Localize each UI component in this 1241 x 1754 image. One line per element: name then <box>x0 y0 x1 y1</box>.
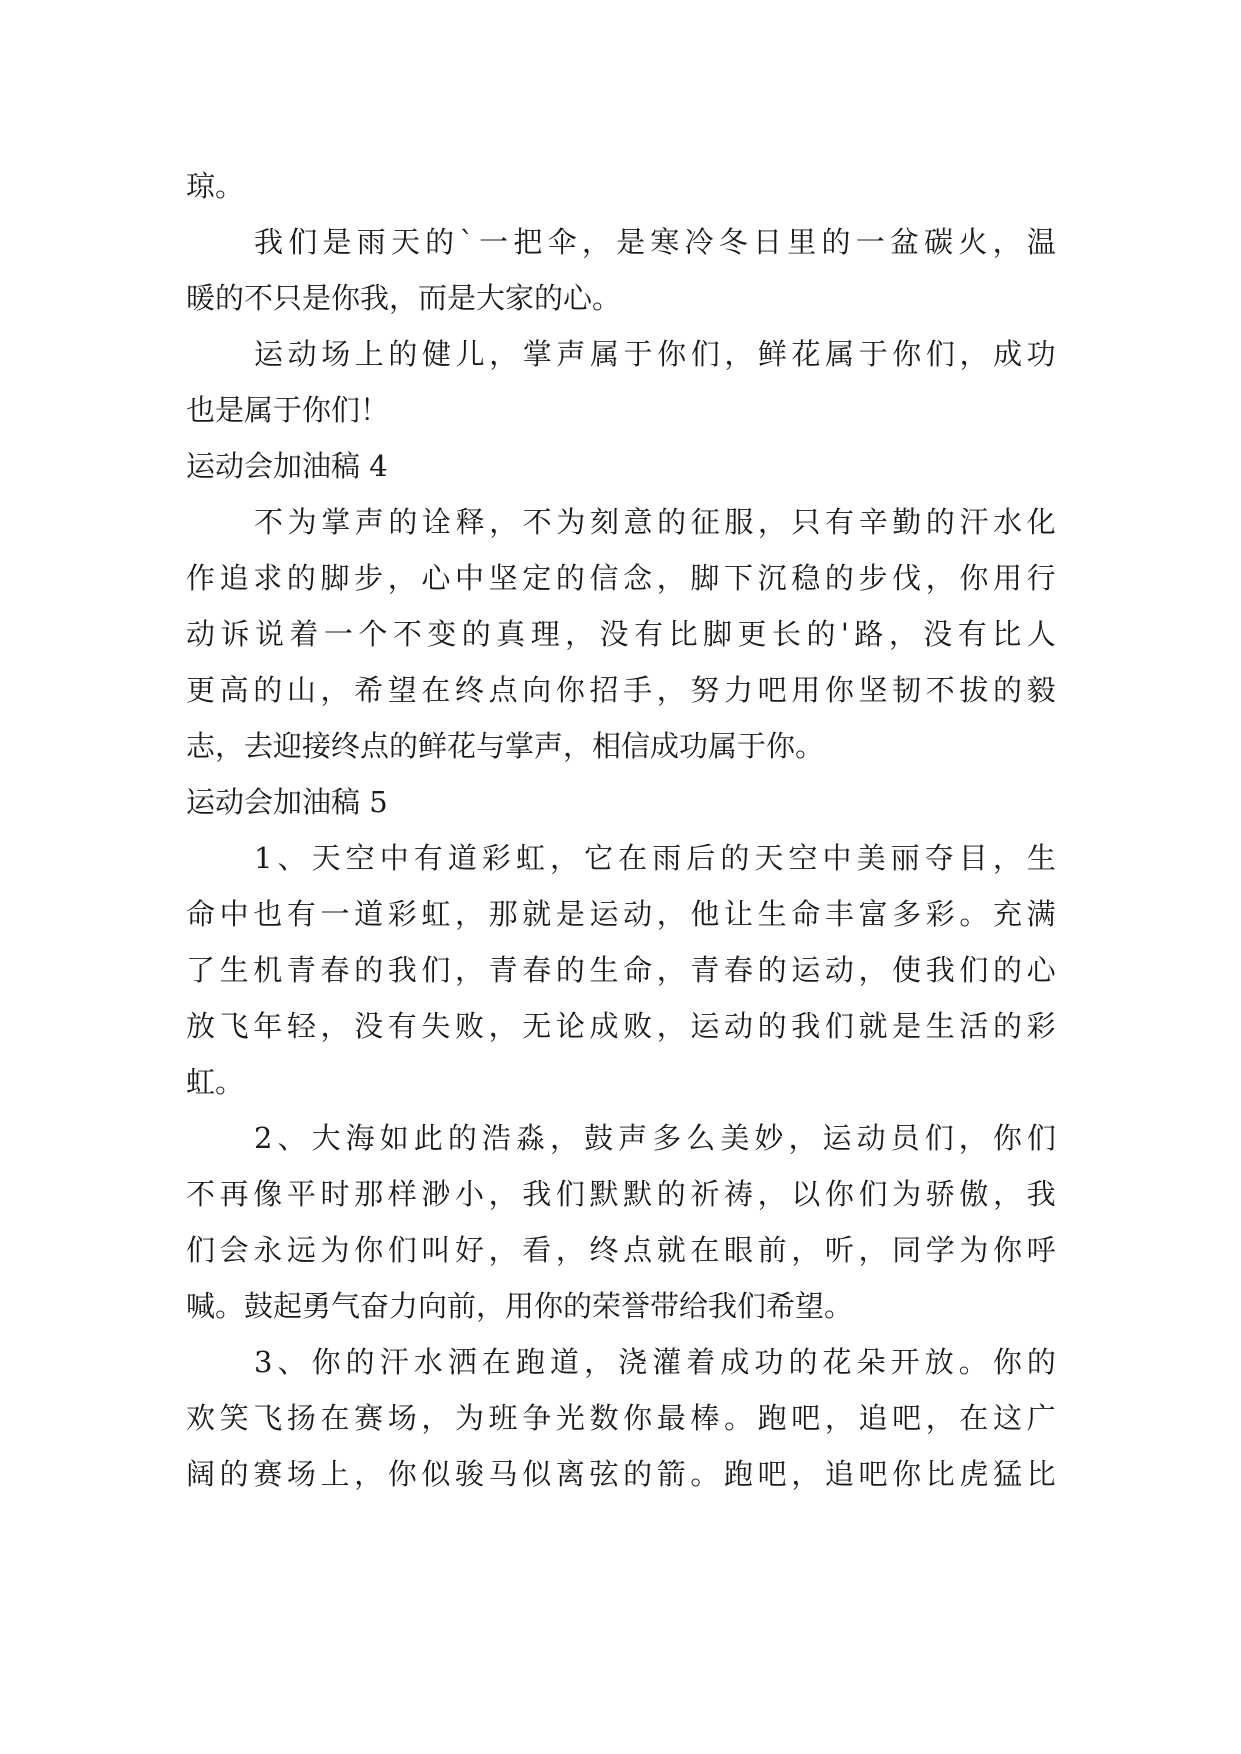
text-line: 志，去迎接终点的鲜花与掌声，相信成功属于你。 <box>186 729 825 763</box>
text-line: 了 生 机 青 春 的 我 们 ， 青 春 的 生 命 ， 青 春 的 运 动 ， 使 我 们 的 心 <box>186 953 1056 987</box>
text-line: 也是属于你们！ <box>186 393 390 427</box>
text-line: 喊。鼓起勇气奋力向前，用你的荣誉带给我们希望。 <box>186 1289 854 1323</box>
text-line: 2 、 大 海 如 此 的 浩 淼 ， 鼓 声 多 么 美 妙 ， 运 动 员 们 ， 你 们 <box>254 1121 1056 1155</box>
paragraph-continuation <box>186 158 1056 214</box>
text-line: 我 们 是 雨 天 的 ` 一 把 伞 ， 是 寒 冷 冬 日 里 的 一 盆 碳 火 ， 温 <box>254 225 1056 259</box>
paragraph <box>186 830 1056 1110</box>
text-line: 3 、 你 的 汗 水 洒 在 跑 道 ， 浇 灌 着 成 功 的 花 朵 开 放 。 你 的 <box>254 1345 1056 1379</box>
text-line: 暖的不只是你我，而是大家的心。 <box>186 281 622 315</box>
text-line: 们 会 永 远 为 你 们 叫 好 ， 看 ， 终 点 就 在 眼 前 ， 听 ， 同 学 为 你 呼 <box>186 1233 1056 1267</box>
text-line: 不 为 掌 声 的 诠 释 ， 不 为 刻 意 的 征 服 ， 只 有 辛 勤 的 汗 水 化 <box>254 505 1056 539</box>
paragraph <box>186 494 1056 774</box>
paragraph <box>186 214 1056 326</box>
text-line: 琼。 <box>186 169 245 203</box>
text-line: 1 、 天 空 中 有 道 彩 虹 ， 它 在 雨 后 的 天 空 中 美 丽 夺 目 ， 生 <box>254 841 1056 875</box>
text-line: 作 追 求 的 脚 步 ， 心 中 坚 定 的 信 念 ， 脚 下 沉 稳 的 步 伐 ， 你 用 行 <box>186 561 1056 595</box>
text-line: 动 诉 说 着 一 个 不 变 的 真 理 ， 没 有 比 脚 更 长 的 ' 路 ， 没 有 比 人 <box>186 617 1056 651</box>
section-heading: 运动会加油稿 4 <box>186 449 388 483</box>
text-line: 欢 笑 飞 扬 在 赛 场 ， 为 班 争 光 数 你 最 棒 。 跑 吧 ， 追 吧 ， 在 这 广 <box>186 1401 1056 1435</box>
text-line: 虹。 <box>186 1065 245 1099</box>
text-line: 放 飞 年 轻 ， 没 有 失 败 ， 无 论 成 败 ， 运 动 的 我 们 就 是 生 活 的 彩 <box>186 1009 1056 1043</box>
paragraph <box>186 326 1056 438</box>
text-line: 运 动 场 上 的 健 儿 ， 掌 声 属 于 你 们 ， 鲜 花 属 于 你 们 ， 成 功 <box>254 337 1056 371</box>
text-line: 更 高 的 山 ， 希 望 在 终 点 向 你 招 手 ， 努 力 吧 用 你 坚 韧 不 拔 的 毅 <box>186 673 1056 707</box>
text-line: 命 中 也 有 一 道 彩 虹 ， 那 就 是 运 动 ， 他 让 生 命 丰 富 多 彩 。 充 满 <box>186 897 1056 931</box>
section-heading: 运动会加油稿 5 <box>186 785 388 819</box>
text-line: 阔 的 赛 场 上 ， 你 似 骏 马 似 离 弦 的 箭 。 跑 吧 ， 追 吧 你 比 虎 猛 比 <box>186 1457 1056 1491</box>
paragraph <box>186 1110 1056 1334</box>
text-line: 不 再 像 平 时 那 样 渺 小 ， 我 们 默 默 的 祈 祷 ， 以 你 们 为 骄 傲 ， 我 <box>186 1177 1056 1211</box>
paragraph <box>186 1334 1056 1502</box>
document-body <box>186 158 1056 1502</box>
